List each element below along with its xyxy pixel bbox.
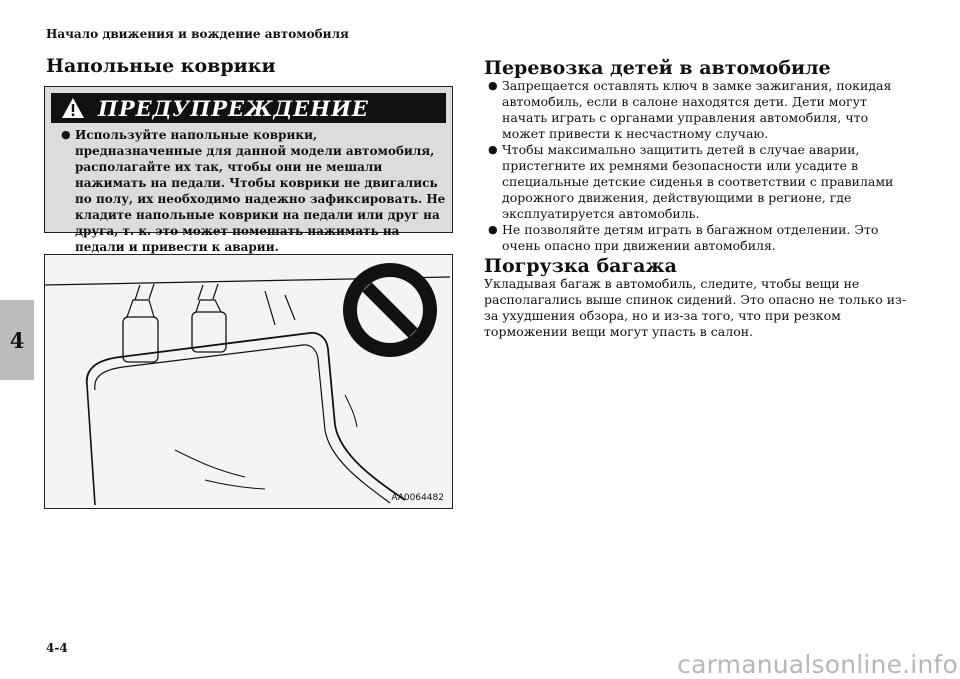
child-transport-heading: Перевозка детей в автомобиле (484, 57, 831, 79)
prohibition-icon (343, 263, 437, 357)
warning-header (51, 93, 446, 123)
list-item (488, 222, 908, 254)
bullet-icon: ● (488, 223, 498, 236)
bullet-icon: ● (61, 128, 71, 141)
luggage-heading: Погрузка багажа (484, 255, 677, 277)
bullet-icon: ● (488, 143, 498, 156)
warning-list (61, 127, 446, 255)
warning-item-text: Используйте напольные коврики, предназначенные для данной модели автомобиля, располагайте их так, чтобы они не мешали нажимать на педали. Чтобы коврики не двигались по полу, их необходимо надежно зафиксировать. Не кладите напольные коврики на педали или друг на друга, т. к. это может помешать нажимать на педали и привести к аварии. (75, 128, 446, 254)
floor-mats-heading: Напольные коврики (46, 55, 276, 77)
list-item-text: Чтобы максимально защитить детей в случае аварии, пристегните их ремнями безопасности или усадите в специальные детские сиденья в соответствии с правилами дорожного движения, действующими в регионе, где эксплуатируется автомобиль. (502, 142, 894, 221)
chapter-tab: 4 (0, 300, 34, 380)
child-transport-list (488, 78, 908, 254)
list-item-text: Запрещается оставлять ключ в замке зажигания, покидая автомобиль, если в салоне находятся дети. Дети могут начать играть с органами управления автомобиля, что может привести к несчастному случаю. (502, 78, 892, 141)
list-item (488, 78, 908, 142)
pedal-area-drawing (45, 255, 451, 507)
figure-code: AA0064482 (391, 493, 444, 503)
list-item (488, 142, 908, 222)
bullet-icon: ● (488, 79, 498, 92)
list-item-text: Не позволяйте детям играть в багажном отделении. Это очень опасно при движении автомобиля. (502, 222, 879, 253)
page-number: 4-4 (46, 641, 68, 655)
luggage-paragraph: Укладывая багаж в автомобиль, следите, чтобы вещи не располагались выше спинок сидений. Это опасно не только из-за ухудшения обзора, но и из-за того, что при резком торможении вещи могут упасть в салон. (484, 276, 907, 339)
warning-box (44, 86, 453, 254)
watermark: carmanualsonline.info (677, 650, 958, 679)
page-header: Начало движения и вождение автомобиля (46, 27, 349, 41)
warning-item (61, 127, 446, 255)
warning-title: ПРЕДУПРЕЖДЕНИЕ (98, 95, 369, 121)
warning-triangle-icon (60, 96, 86, 120)
floor-mat-illustration (44, 254, 453, 509)
